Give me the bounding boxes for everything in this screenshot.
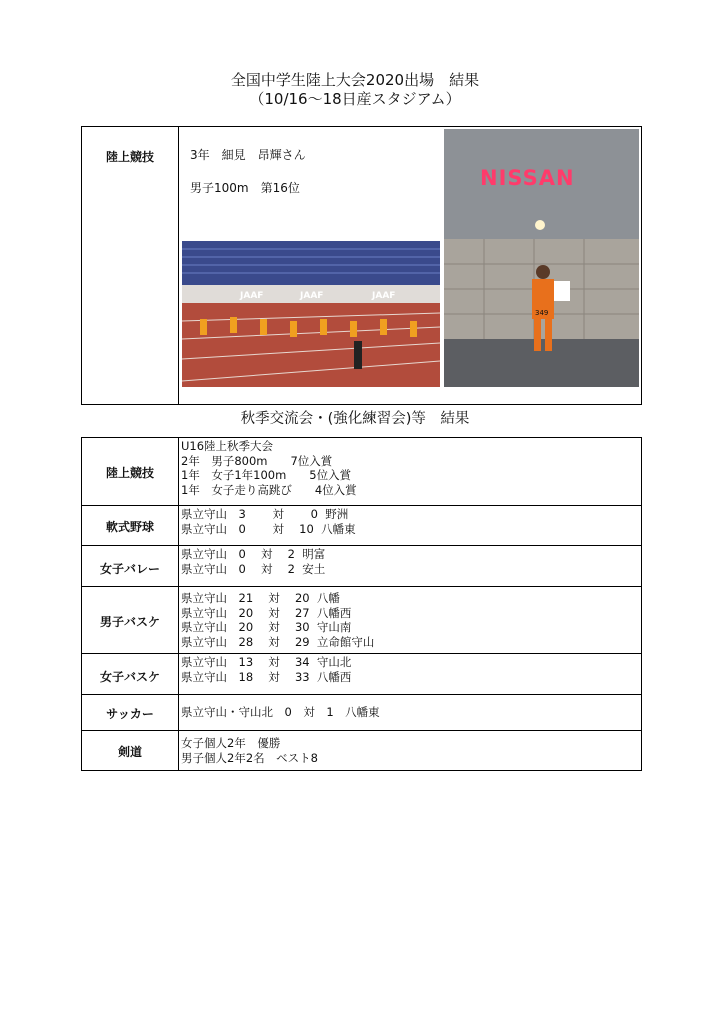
result-line: 男子個人2年2名 ベスト8 xyxy=(181,750,318,765)
result-line: 県立守山 0 対 10 八幡東 xyxy=(181,521,356,536)
result-line: 県立守山 18 対 33 八幡西 xyxy=(181,669,352,684)
portrait-photo xyxy=(444,129,639,387)
result-line: 県立守山 20 対 27 八幡西 xyxy=(181,605,352,620)
result-lines xyxy=(181,547,325,576)
category-label: 女子バレー xyxy=(99,562,160,576)
category-label: 陸上競技 xyxy=(105,150,154,164)
result-line: 1年 女子走り高跳び 4位入賞 xyxy=(181,482,357,497)
column-divider xyxy=(178,127,179,404)
category-label: 軟式野球 xyxy=(105,520,154,534)
category-label: 男子バスケ xyxy=(99,615,160,629)
result-line: U16陸上秋季大会 xyxy=(181,439,274,453)
result-lines xyxy=(181,439,357,497)
result-row xyxy=(82,654,641,695)
athlete-result: 男子100m 第16位 xyxy=(190,181,300,195)
result-line: 県立守山 13 対 34 守山北 xyxy=(181,655,352,669)
category-label: 剣道 xyxy=(117,745,142,759)
category-label: 女子バスケ xyxy=(99,670,160,684)
result-line: 県立守山・守山北 0 対 1 八幡東 xyxy=(181,705,380,719)
result-line: 県立守山 0 対 2 安土 xyxy=(181,561,326,576)
result-lines xyxy=(181,655,351,684)
page-subtitle: （10/16～18日産スタジアム） xyxy=(249,90,461,108)
athlete-name: 3年 細見 昂輝さん xyxy=(190,148,306,162)
result-row xyxy=(82,438,641,506)
result-lines xyxy=(181,705,380,720)
result-line: 県立守山 0 対 2 明富 xyxy=(181,547,326,561)
result-line: 女子個人2年 優勝 xyxy=(181,736,281,750)
result-line: 1年 女子1年100m 5位入賞 xyxy=(181,468,352,482)
result-row xyxy=(82,546,641,587)
result-line: 県立守山 20 対 30 守山南 xyxy=(181,620,352,634)
banner-text: JAAF xyxy=(372,291,396,301)
page-title: 全国中学生陸上大会2020出場 結果 xyxy=(230,71,480,89)
nissan-sign: NISSAN xyxy=(480,166,575,190)
result-row xyxy=(82,695,641,731)
bib-number: 349 xyxy=(535,309,549,317)
result-lines xyxy=(181,736,318,765)
category-label: 陸上競技 xyxy=(105,466,154,480)
category-label: サッカー xyxy=(106,707,154,721)
autumn-results-table xyxy=(81,437,642,771)
result-row xyxy=(82,587,641,654)
section-title: 秋季交流会・(強化練習会)等 結果 xyxy=(240,411,470,427)
race-photo xyxy=(182,241,440,387)
result-lines xyxy=(181,591,374,649)
banner-text: JAAF xyxy=(240,291,264,301)
result-line: 2年 男子800m 7位入賞 xyxy=(181,453,333,468)
banner-text: JAAF xyxy=(300,291,324,301)
result-line: 県立守山 3 対 0 野洲 xyxy=(181,507,349,521)
result-line: 県立守山 28 対 29 立命館守山 xyxy=(181,634,375,649)
result-row xyxy=(82,731,641,770)
result-lines xyxy=(181,507,356,536)
race-photo-drawing xyxy=(182,241,440,387)
result-line: 県立守山 21 対 20 八幡 xyxy=(181,591,340,605)
national-results-table xyxy=(81,126,642,405)
result-row xyxy=(82,506,641,546)
